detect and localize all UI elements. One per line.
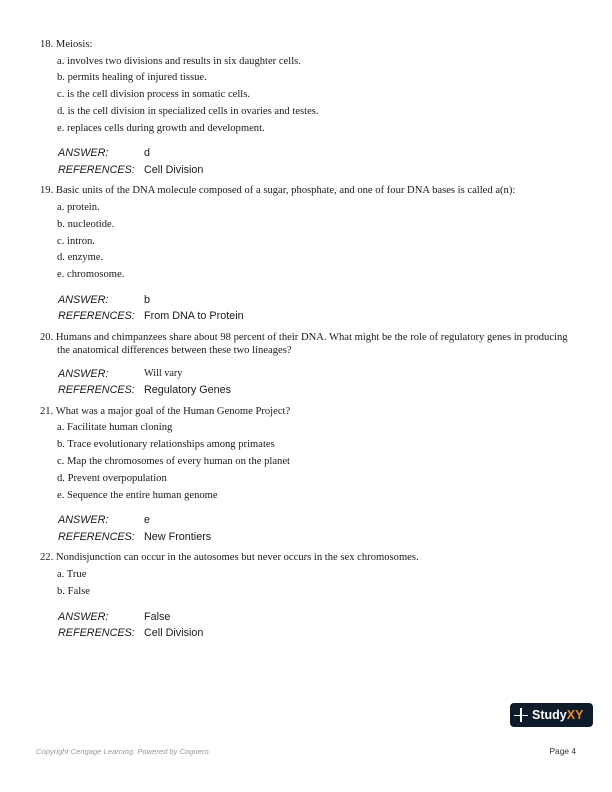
question-20	[40, 331, 580, 399]
question-number: 18.	[40, 39, 54, 50]
question-text: 22. Nondisjunction can occur in the autosomes but never occurs in the sex chromosomes.	[40, 552, 419, 564]
question-number: 19.	[40, 185, 54, 197]
copyright-text: Copyright Cengage Learning. Powered by Cognero.	[36, 747, 211, 756]
question-text: 19. Basic units of the DNA molecule composed of a sugar, phosphate, and one of four DNA bases is called a(n):	[40, 185, 516, 197]
option-item: c. Map the chromosomes of every human on the planet	[57, 456, 290, 468]
answer-block	[58, 145, 580, 178]
references-value: Regulatory Genes	[144, 384, 232, 397]
references-label: REFERENCES:	[58, 163, 135, 176]
option-item: a. True	[57, 568, 87, 580]
answer-value: b	[144, 293, 151, 306]
option-item: d. is the cell division in specialized cells in ovaries and testes.	[57, 105, 319, 117]
references-label: REFERENCES:	[58, 310, 135, 323]
option-item: e. Sequence the entire human genome	[57, 489, 218, 501]
answer-block	[58, 292, 580, 325]
option-item: b. permits healing of injured tissue.	[57, 72, 207, 84]
references-value: New Frontiers	[144, 530, 212, 543]
option-item: b. nucleotide.	[57, 218, 115, 230]
option-item: d. enzyme.	[57, 252, 104, 264]
plus-icon	[510, 703, 532, 727]
option-item: c. is the cell division process in somatic cells.	[57, 89, 250, 101]
question-text: 21. What was a major goal of the Human Genome Project?	[40, 405, 291, 417]
option-list	[57, 567, 580, 601]
references-label: REFERENCES:	[58, 384, 135, 397]
references-value: Cell Division	[144, 163, 204, 176]
answer-block	[58, 366, 580, 399]
option-list	[57, 200, 580, 284]
studyxy-badge[interactable]	[510, 703, 593, 727]
option-item: a. protein.	[57, 201, 100, 213]
references-label: REFERENCES:	[58, 627, 135, 640]
option-item: b. False	[57, 585, 90, 597]
question-21	[40, 405, 580, 545]
answer-label: ANSWER:	[58, 367, 109, 380]
answer-label: ANSWER:	[58, 514, 109, 527]
question-text: 18. Meiosis:	[40, 39, 93, 50]
option-item: a. involves two divisions and results in six daughter cells.	[57, 55, 301, 67]
answer-value: Will vary	[144, 367, 183, 379]
answer-block	[58, 609, 580, 642]
question-18	[40, 38, 580, 178]
page-number: Page 4	[549, 746, 576, 756]
option-item: a. Facilitate human cloning	[57, 422, 173, 434]
badge-brand-accent: XY	[566, 708, 584, 722]
question-text: 20. Humans and chimpanzees share about 98 percent of their DNA. What might be the role of regulatory genes in producing the anatomical differences between these two lineages?	[40, 331, 568, 357]
answer-value: d	[144, 147, 151, 160]
question-number: 22.	[40, 552, 54, 564]
answer-label: ANSWER:	[58, 147, 109, 160]
answer-label: ANSWER:	[58, 293, 109, 306]
references-label: REFERENCES:	[58, 530, 135, 543]
question-22	[40, 551, 580, 641]
badge-brand: Study	[532, 708, 567, 722]
option-item: e. chromosome.	[57, 269, 125, 281]
question-number: 20.	[40, 331, 54, 343]
answer-value: e	[144, 514, 151, 527]
answer-block	[58, 512, 580, 545]
option-item: b. Trace evolutionary relationships among primates	[57, 439, 275, 451]
references-value: From DNA to Protein	[144, 310, 244, 323]
answer-label: ANSWER:	[58, 610, 109, 623]
option-item: c. intron.	[57, 235, 95, 247]
answer-value: False	[144, 610, 171, 623]
question-19	[40, 184, 580, 324]
references-value: Cell Division	[144, 627, 204, 640]
option-list	[57, 54, 580, 138]
option-item: d. Prevent overpopulation	[57, 472, 167, 484]
question-number: 21.	[40, 405, 54, 417]
question-list	[40, 38, 580, 648]
option-list	[57, 420, 580, 504]
option-item: e. replaces cells during growth and development.	[57, 122, 265, 134]
